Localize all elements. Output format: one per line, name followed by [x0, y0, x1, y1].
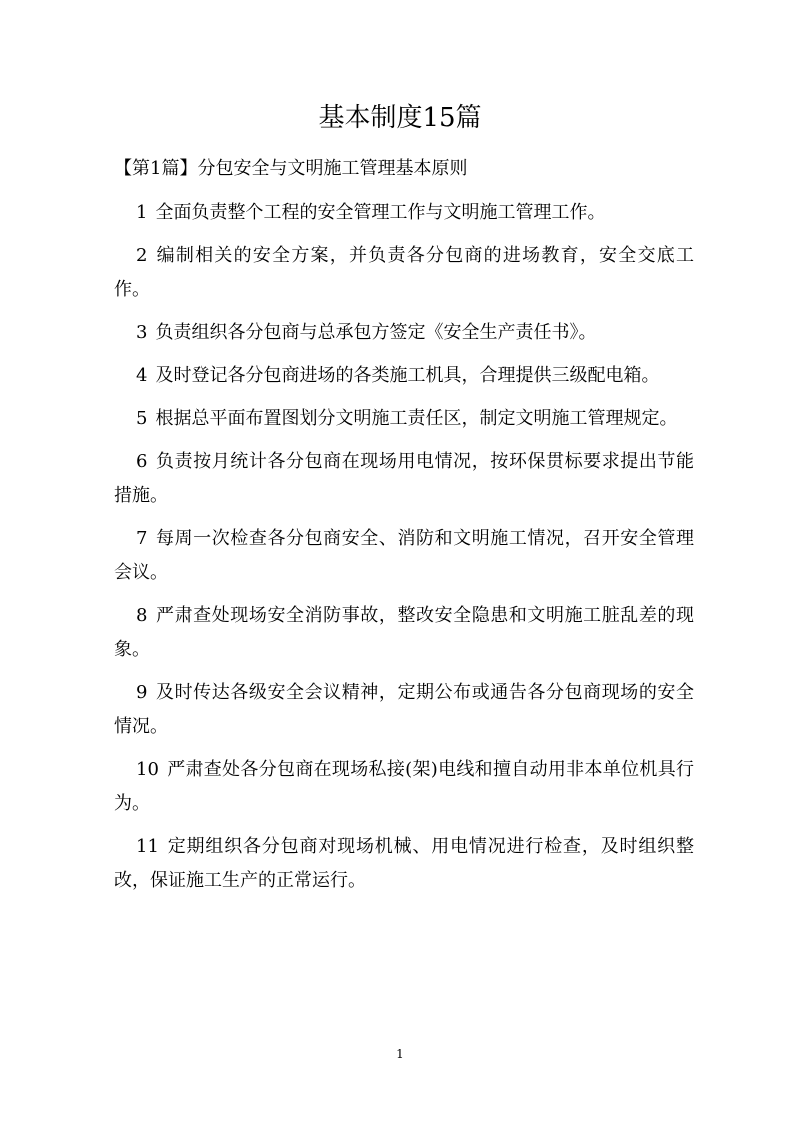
paragraph-number: 6 — [136, 451, 148, 472]
document-title: 基本制度15篇 — [318, 103, 482, 133]
paragraph-text: 根据总平面布置图划分文明施工责任区，制定文明施工管理规定。 — [155, 408, 678, 429]
paragraph-number: 9 — [136, 682, 148, 703]
paragraph — [114, 316, 694, 350]
paragraph-text: 编制相关的安全方案，并负责各分包商的进场教育，安全交底工作。 — [114, 245, 694, 300]
paragraph — [114, 753, 694, 821]
paragraph — [114, 445, 694, 513]
paragraph-number: 5 — [136, 408, 148, 429]
paragraph-number: 2 — [136, 245, 148, 266]
paragraph-number: 1 — [136, 202, 148, 223]
paragraph — [114, 402, 694, 436]
paragraph-text: 负责组织各分包商与总承包方签定《安全生产责任书》。 — [155, 322, 597, 343]
paragraph-number: 11 — [136, 836, 159, 857]
paragraph — [114, 830, 694, 898]
paragraph-text: 严肃查处各分包商在现场私接(架)电线和擅自动用非本单位机具行为。 — [114, 759, 694, 814]
paragraph — [114, 676, 694, 744]
paragraph-number: 8 — [136, 605, 148, 626]
paragraph-text: 全面负责整个工程的安全管理工作与文明施工管理工作。 — [155, 202, 606, 223]
paragraph-text: 及时登记各分包商进场的各类施工机具，合理提供三级配电箱。 — [155, 365, 660, 386]
paragraph — [114, 196, 694, 230]
paragraph-text: 定期组织各分包商对现场机械、用电情况进行检查，及时组织整改，保证施工生产的正常运行。 — [114, 836, 694, 891]
paragraph-number: 4 — [136, 365, 148, 386]
paragraph-text: 严肃查处现场安全消防事故，整改安全隐患和文明施工脏乱差的现象。 — [114, 605, 694, 660]
paragraph — [114, 599, 694, 667]
paragraph-list — [114, 196, 694, 907]
paragraph-number: 7 — [136, 528, 148, 549]
paragraph — [114, 522, 694, 590]
paragraph-number: 3 — [136, 322, 148, 343]
paragraph-text: 及时传达各级安全会议精神，定期公布或通告各分包商现场的安全情况。 — [114, 682, 694, 737]
paragraph — [114, 239, 694, 307]
page-number: 1 — [396, 1047, 404, 1061]
paragraph-text: 负责按月统计各分包商在现场用电情况，按环保贯标要求提出节能措施。 — [114, 451, 694, 506]
paragraph-text: 每周一次检查各分包商安全、消防和文明施工情况，召开安全管理会议。 — [114, 528, 694, 583]
section-heading: 【第1篇】分包安全与文明施工管理基本原则 — [114, 158, 468, 179]
paragraph-number: 10 — [136, 759, 159, 780]
paragraph — [114, 359, 694, 393]
